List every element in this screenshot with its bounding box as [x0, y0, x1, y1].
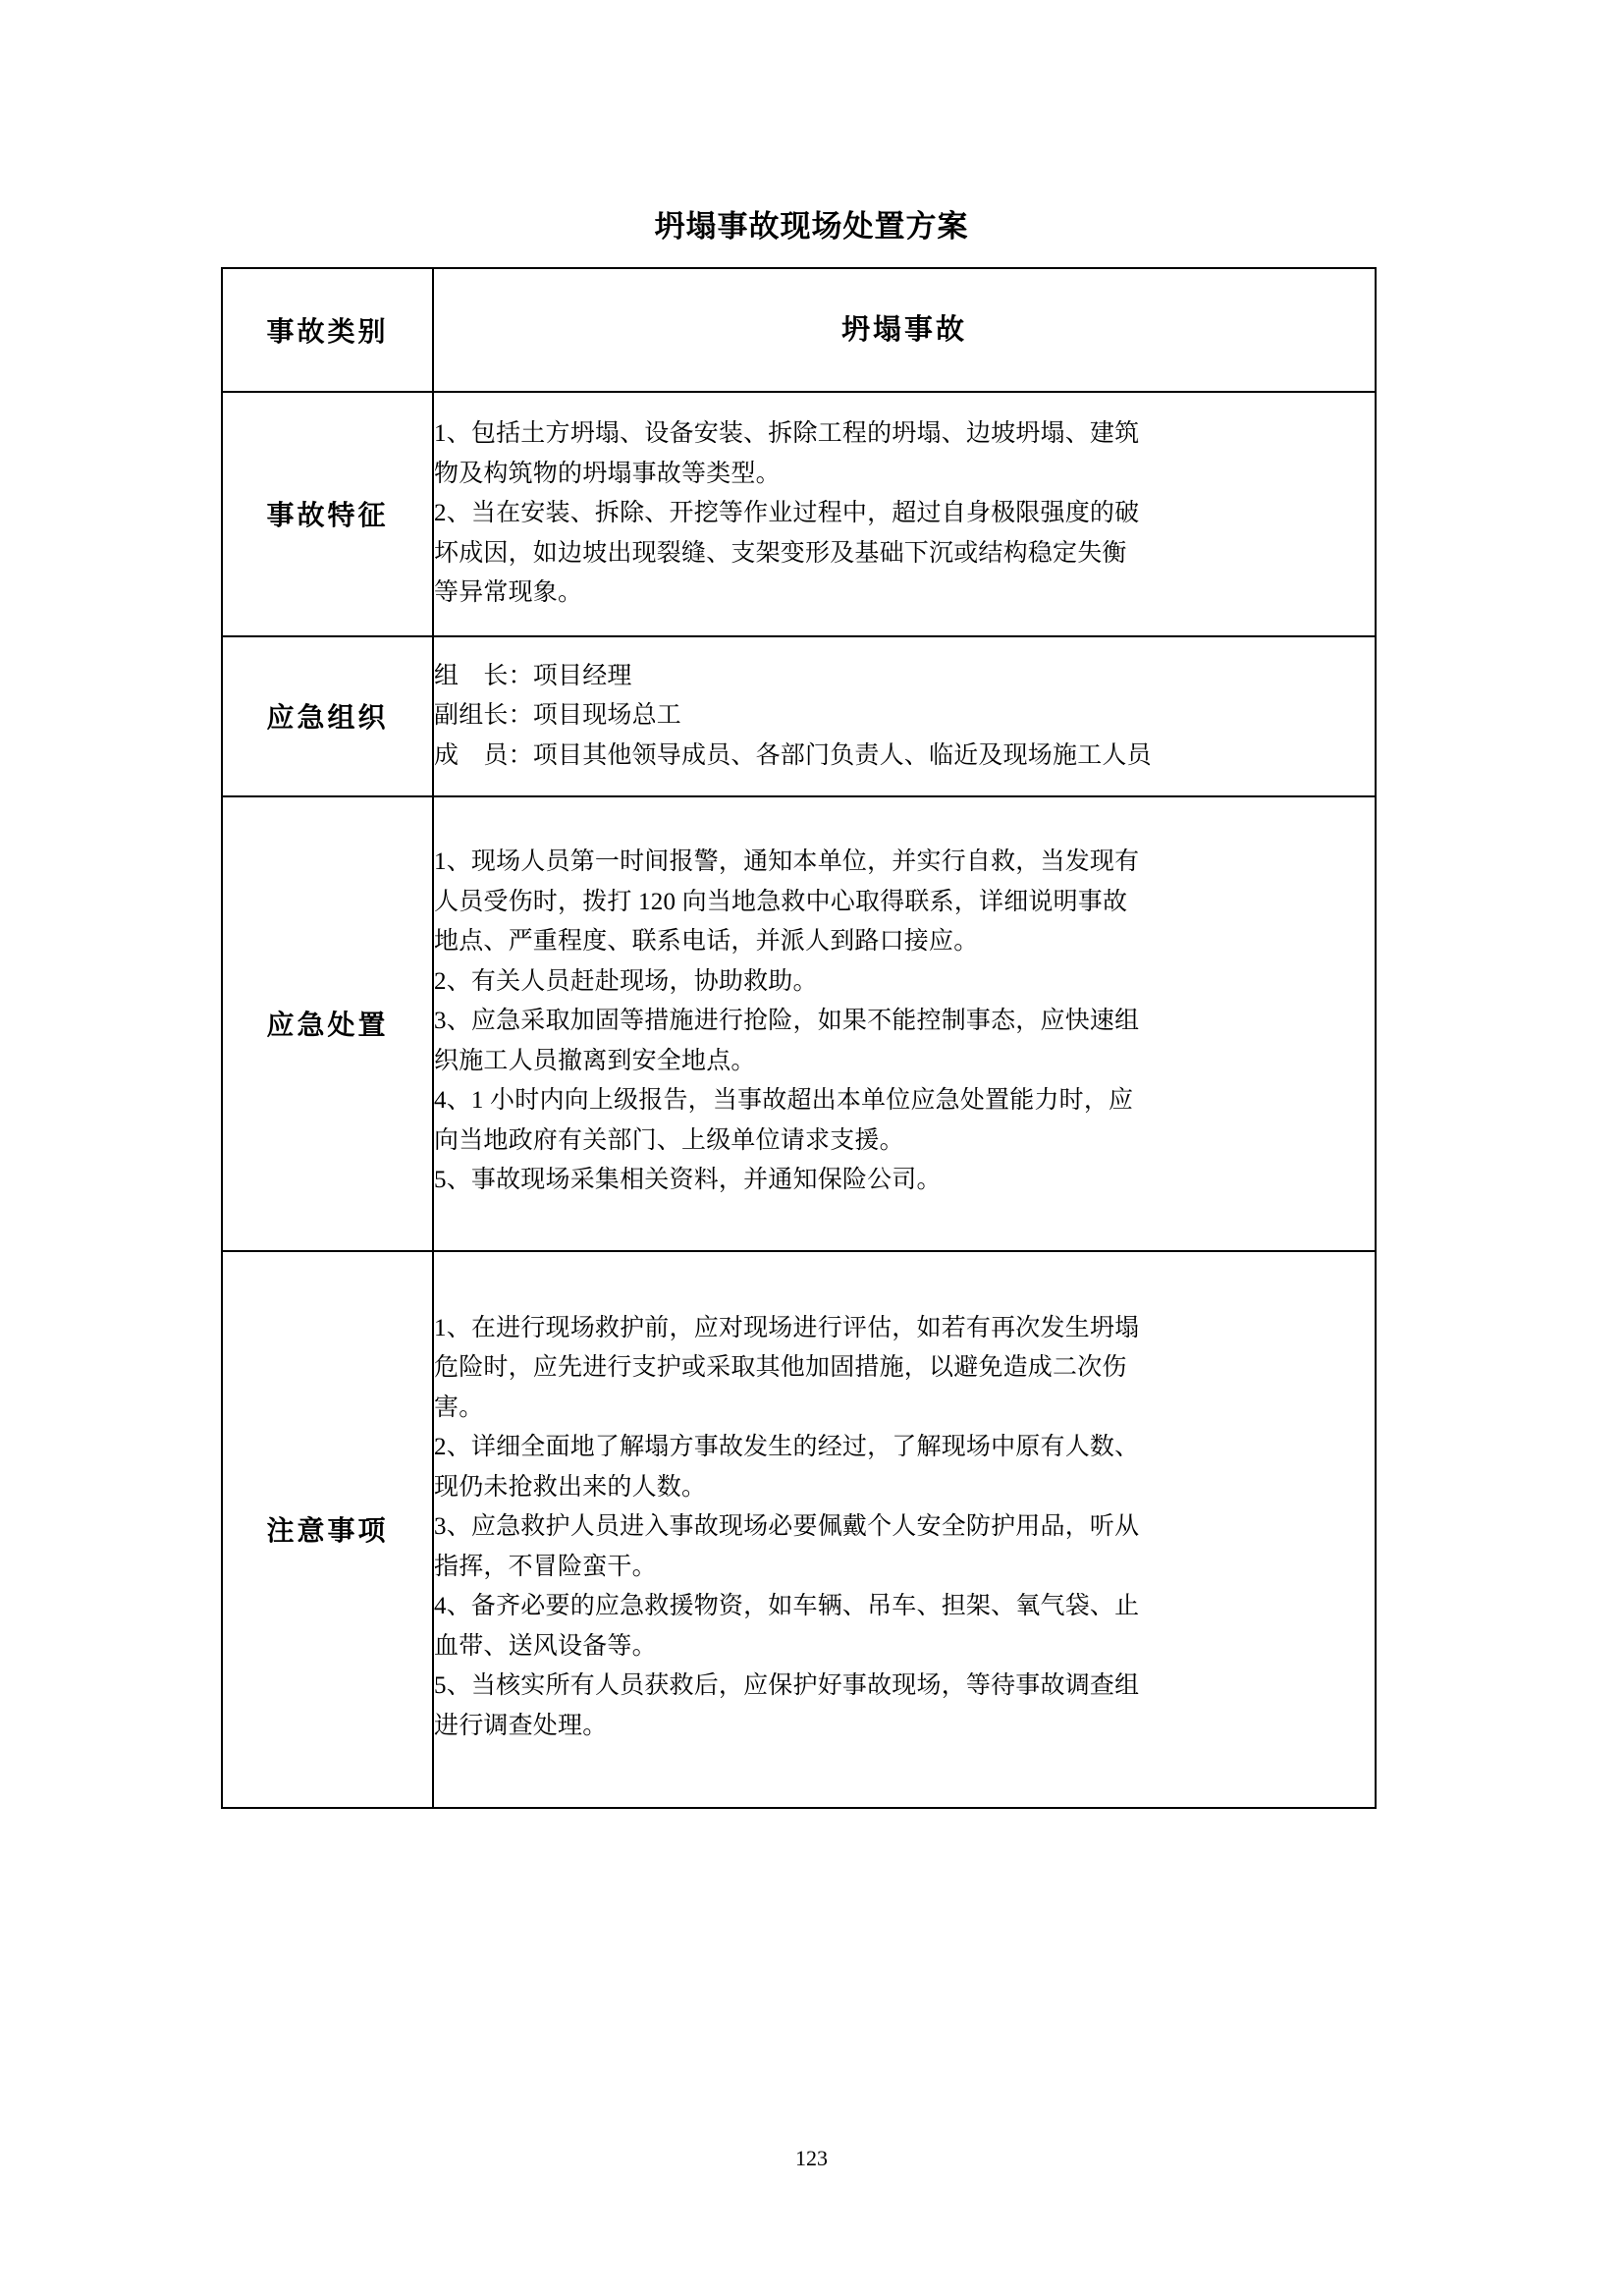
row-label-notes: 注意事项: [222, 1251, 433, 1809]
content-line: 5、事故现场采集相关资料，并通知保险公司。: [434, 1167, 942, 1193]
content-line: 织施工人员撤离到安全地点。: [434, 1047, 756, 1074]
table-row: [222, 1251, 1376, 1809]
table-row: [222, 268, 1376, 392]
content-line: 1、现场人员第一时间报警，通知本单位，并实行自救，当发现有: [434, 848, 1140, 875]
content-line: 1、包括土方坍塌、设备安装、拆除工程的坍塌、边坡坍塌、建筑: [434, 420, 1140, 447]
emergency-plan-table: [221, 267, 1377, 1809]
content-line: 进行调查处理。: [434, 1712, 608, 1739]
content-line: 血带、送风设备等。: [434, 1632, 657, 1660]
content-line: 危险时，应先进行支护或采取其他加固措施，以避免造成二次伤: [434, 1354, 1127, 1381]
row-content-organization: [433, 636, 1376, 797]
content-line: 4、1 小时内向上级报告，当事故超出本单位应急处置能力时，应: [434, 1087, 1134, 1114]
content-line: 3、应急救护人员进入事故现场必要佩戴个人安全防护用品，听从: [434, 1513, 1140, 1540]
page-title: 坍塌事故现场处置方案: [654, 209, 969, 244]
table-row: [222, 392, 1376, 636]
row-label-category: 事故类别: [222, 268, 433, 392]
content-line: 向当地政府有关部门、上级单位请求支援。: [434, 1126, 904, 1154]
content-line: 地点、严重程度、联系电话，并派人到路口接应。: [434, 928, 979, 955]
content-line: 害。: [434, 1394, 484, 1421]
content-line: 指挥，不冒险蛮干。: [434, 1553, 657, 1580]
content-line: 物及构筑物的坍塌事故等类型。: [434, 460, 781, 487]
row-content-response: [433, 796, 1376, 1251]
content-line: 现仍未抢救出来的人数。: [434, 1473, 707, 1501]
row-content-features: [433, 392, 1376, 636]
content-line: 2、当在安装、拆除、开挖等作业过程中，超过自身极限强度的破: [434, 500, 1140, 526]
row-label-response: 应急处置: [222, 796, 433, 1251]
content-line: 副组长：项目现场总工: [434, 702, 682, 729]
content-line: 成 员：项目其他领导成员、各部门负责人、临近及现场施工人员: [434, 741, 1152, 769]
row-label-organization: 应急组织: [222, 636, 433, 797]
table-row: [222, 796, 1376, 1251]
content-line: 4、备齐必要的应急救援物资，如车辆、吊车、担架、氧气袋、止: [434, 1593, 1140, 1619]
content-line: 人员受伤时，拨打 120 向当地急救中心取得联系，详细说明事故: [434, 888, 1128, 915]
content-line: 5、当核实所有人员获救后，应保护好事故现场，等待事故调查组: [434, 1672, 1140, 1699]
content-line: 2、详细全面地了解塌方事故发生的经过，了解现场中原有人数、: [434, 1434, 1140, 1460]
content-line: 坏成因，如边坡出现裂缝、支架变形及基础下沉或结构稳定失衡: [434, 539, 1127, 567]
page-number: 123: [795, 2146, 828, 2170]
row-content-category: 坍塌事故: [433, 268, 1376, 392]
content-line: 2、有关人员赶赴现场，协助救助。: [434, 967, 818, 995]
row-label-features: 事故特征: [222, 392, 433, 636]
content-line: 1、在进行现场救护前，应对现场进行评估，如若有再次发生坍塌: [434, 1314, 1140, 1341]
content-line: 组 长：项目经理: [434, 662, 632, 689]
content-line: 3、应急采取加固等措施进行抢险，如果不能控制事态，应快速组: [434, 1008, 1140, 1034]
content-line: 等异常现象。: [434, 579, 583, 606]
table-row: [222, 636, 1376, 797]
row-content-notes: [433, 1251, 1376, 1809]
